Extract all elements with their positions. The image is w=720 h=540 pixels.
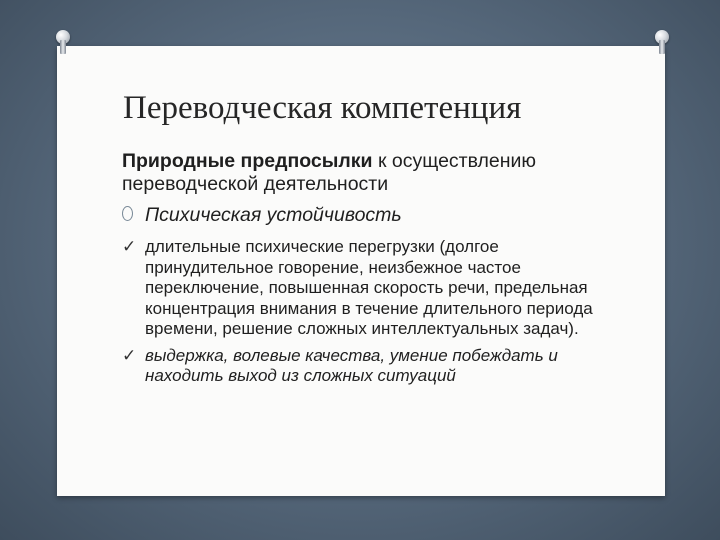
intro-text — [122, 150, 642, 196]
slide-body — [122, 150, 642, 387]
checkmark-icon: ✓ — [122, 237, 137, 257]
intro-bold: Природные предпосылки — [122, 150, 373, 172]
slide-title: Переводческая компетенция — [123, 90, 522, 126]
oval-bullet-icon — [122, 206, 133, 221]
section-heading — [122, 204, 642, 227]
section-heading-text: Психическая устойчивость — [145, 204, 402, 226]
list-item-text: длительные психические перегрузки (долгое принудительное говорение, неизбежное частое переключение, повышенная скорость речи, предельная концентрация внимания в течение длительного периода времени, решение сложных интеллектуальных задач). — [145, 237, 593, 338]
pushpin-icon — [56, 30, 70, 52]
list-item-text: выдержка, волевые качества, умение побеждать и находить выход из сложных ситуаций — [145, 345, 558, 385]
list-item — [122, 346, 642, 387]
pushpin-icon — [655, 30, 669, 52]
list-item — [122, 237, 642, 340]
checkmark-icon: ✓ — [122, 345, 137, 366]
intro-rest: к осуществлению переводческой деятельности — [122, 150, 537, 195]
